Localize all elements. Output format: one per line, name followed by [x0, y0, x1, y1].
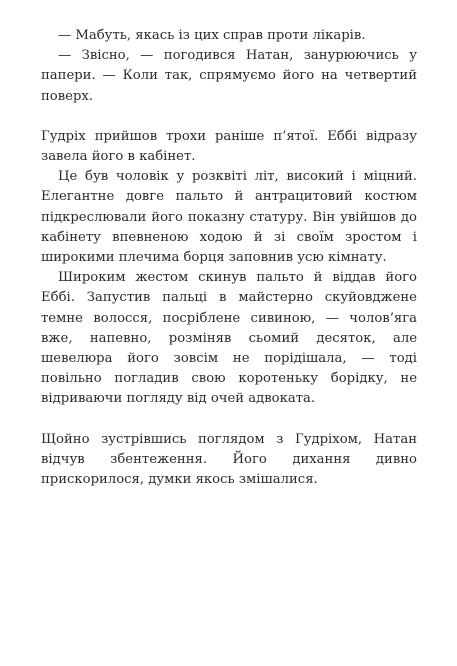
- section-paragraph: Щойно зустрівшись поглядом з Гудріхом, Натан відчув збентеження. Його дихання дивно прискорилося, думки якось змішалися.: [41, 431, 417, 488]
- dialogue-paragraph: — Звісно, — погодився Натан, занурюючись у папери. — Коли так, спрямуємо його на четвертий поверх.: [41, 48, 417, 104]
- section-paragraph: Гудріх прийшов трохи раніше п’ятої. Еббі відразу завела його в кабінет.: [41, 128, 417, 165]
- body-paragraph: Це був чоловік у розквіті літ, високий і міцний. Елегантне довге пальто й антрацитовий костюм підкреслювали його показну статуру. Він увійшов до кабінету впевненою ходою й зі своїм зростом і широкими плечима борця заповнив усю кімнату.: [41, 169, 417, 266]
- body-paragraph: Широким жестом скинув пальто й віддав його Еббі. Запустив пальці в майстерно скуйовджене темне волосся, посріблене сивиною, — чолов’яга вже, напевно, розміняв сьомий десяток, але шевелюра його зовсім не порідішала, — тоді повільно погладив свою коротеньку борідку, не відриваючи погляду від очей адвоката.: [41, 270, 417, 407]
- dialogue-paragraph: — Мабуть, якась із цих справ проти лікарів.: [58, 28, 366, 43]
- book-page: [41, 26, 417, 490]
